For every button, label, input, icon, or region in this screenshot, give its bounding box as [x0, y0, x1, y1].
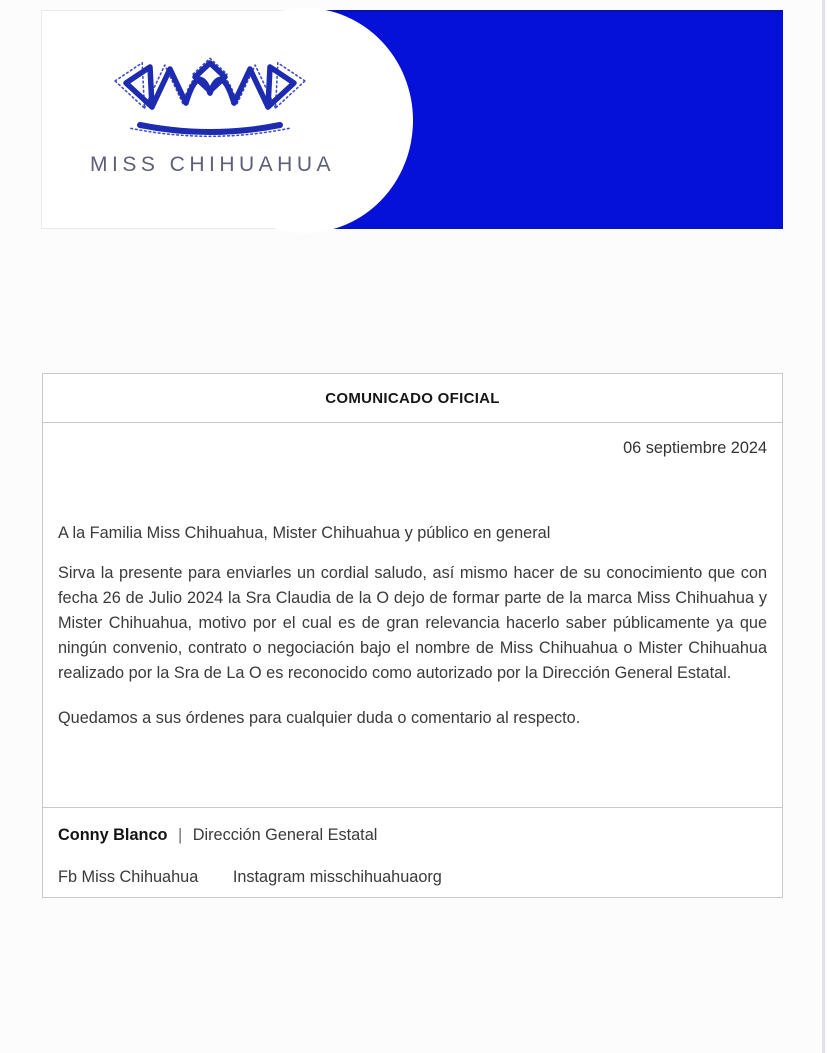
brand-logo	[90, 53, 336, 177]
facebook-handle: Fb Miss Chihuahua	[58, 868, 199, 886]
instagram-handle: Instagram misschihuahuaorg	[232, 868, 442, 886]
salutation-line: A la Familia Miss Chihuahua, Mister Chihuahua y público en general	[58, 524, 551, 542]
signature-line	[58, 824, 767, 846]
page-edge-line	[822, 0, 825, 1053]
notice-footer	[43, 807, 782, 898]
body-paragraph: Sirva la presente para enviarles un cordial saludo, así mismo hacer de su conocimiento que con fecha 26 de Julio 2024 la Sra Claudia de la O dejo de formar parte de la marca Miss Chihuahua y Mister Chihuahua, motivo por el cual es de gran relevancia hacerlo saber públicamente ya que ningún convenio, contrato o negociación bajo el nombre de Miss Chihuahua o Mister Chihuahua realizado por la Sra de La O es reconocido como autorizado por la Dirección General Estatal.	[58, 564, 767, 682]
notice-body	[43, 423, 782, 807]
signature-name: Conny Blanco	[58, 826, 168, 844]
brand-name: MISS CHIHUAHUA	[90, 153, 336, 176]
signature-separator: |	[178, 826, 183, 844]
brand-header	[41, 10, 783, 229]
signature-title: Dirección General Estatal	[192, 826, 378, 844]
notice-title: COMUNICADO OFICIAL	[325, 389, 500, 407]
notice-date: 06 septiembre 2024	[623, 439, 767, 457]
crown-icon	[110, 53, 310, 147]
social-line	[58, 866, 767, 888]
official-notice-card	[42, 373, 783, 898]
notice-title-row	[43, 374, 782, 423]
closing-line: Quedamos a sus órdenes para cualquier duda o comentario al respecto.	[58, 709, 581, 727]
